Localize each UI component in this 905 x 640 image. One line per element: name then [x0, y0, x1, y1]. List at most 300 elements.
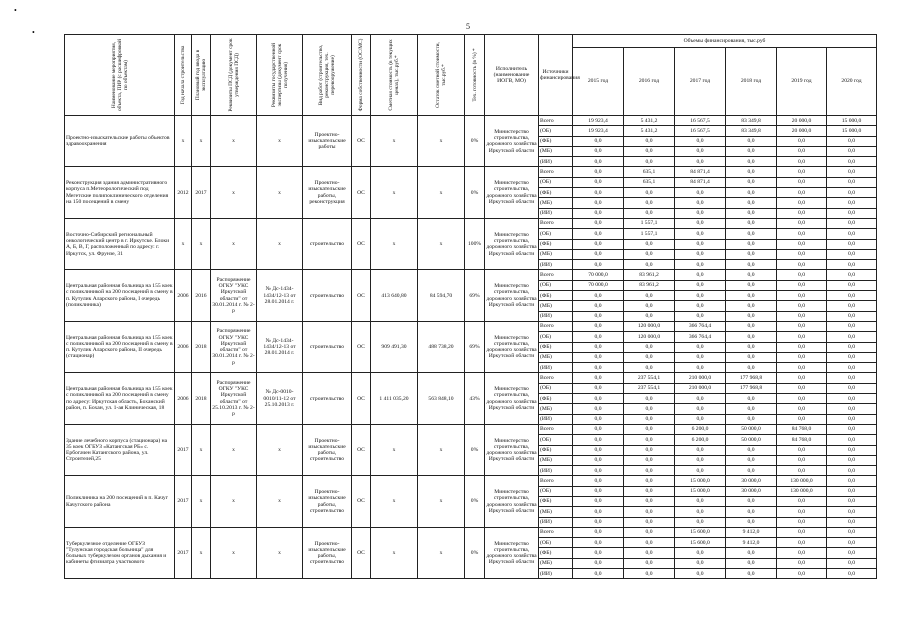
funding-value: 16 567,5: [675, 116, 726, 126]
funding-value: 0,0: [777, 146, 827, 156]
col-year: 2020 год: [827, 48, 877, 116]
funding-value: 0,0: [624, 146, 675, 156]
funding-value: 0,0: [675, 229, 726, 239]
funding-value: 0,0: [726, 167, 777, 177]
funding-value: 0,0: [675, 208, 726, 218]
table-row: [65, 476, 877, 486]
funding-value: 0,0: [726, 352, 777, 362]
psd-requisites: х: [211, 218, 257, 269]
funding-value: 9 412,0: [726, 527, 777, 537]
funding-value: 0,0: [675, 157, 726, 167]
funding-source: (ФБ): [539, 291, 573, 301]
plan-year: 2018: [192, 321, 211, 372]
funding-source: (ИИ): [539, 208, 573, 218]
funding-value: 0,0: [827, 496, 877, 506]
funding-value: 0,0: [624, 414, 675, 424]
funding-value: 0,0: [624, 569, 675, 579]
funding-value: 0,0: [624, 404, 675, 414]
funding-value: 635,1: [624, 167, 675, 177]
funding-value: 0,0: [777, 136, 827, 146]
funding-value: 0,0: [827, 527, 877, 537]
funding-value: 0,0: [624, 455, 675, 465]
table-row: [65, 527, 877, 537]
funding-value: 0,0: [726, 249, 777, 259]
funding-value: 0,0: [827, 198, 877, 208]
funding-value: 0,0: [726, 517, 777, 527]
col-plan-year: Плановый год ввода в эксплуатацию: [192, 35, 211, 116]
funding-value: 0,0: [827, 383, 877, 393]
funding-source: (ФБ): [539, 394, 573, 404]
funding-value: 0,0: [726, 445, 777, 455]
funding-value: 0,0: [624, 363, 675, 373]
funding-value: 0,0: [726, 188, 777, 198]
funding-value: 0,0: [827, 538, 877, 548]
funding-value: 0,0: [827, 558, 877, 568]
funding-value: 0,0: [726, 569, 777, 579]
funding-value: 83 961,2: [624, 270, 675, 280]
funding-source: Всего: [539, 218, 573, 228]
object-name: Проектно-изыскательские работы объектов здравоохранения: [65, 116, 175, 167]
ownership: ОС: [352, 476, 371, 527]
funding-value: 0,0: [675, 280, 726, 290]
funding-value: 0,0: [624, 136, 675, 146]
funding-value: 15 600,0: [675, 538, 726, 548]
funding-value: 0,0: [624, 291, 675, 301]
plan-year: х: [192, 476, 211, 527]
funding-value: 0,0: [573, 157, 624, 167]
funding-value: 0,0: [675, 548, 726, 558]
funding-value: 0,0: [573, 352, 624, 362]
ownership: ОС: [352, 270, 371, 321]
col-estimated-cost: Сметная стоимость (в текущих ценах), тыс.руб.*: [371, 35, 418, 116]
expertise-requisites: № Дс-1434-1434/12-13 от 28.01.2014 г.: [257, 270, 303, 321]
header-row: [65, 35, 877, 48]
funding-value: 0,0: [726, 280, 777, 290]
funding-value: 0,0: [827, 229, 877, 239]
funding-value: 0,0: [573, 424, 624, 434]
funding-value: 84 871,4: [675, 167, 726, 177]
funding-value: 0,0: [777, 188, 827, 198]
table-row: [65, 424, 877, 434]
ownership: ОС: [352, 373, 371, 424]
funding-value: 366 764,4: [675, 332, 726, 342]
funding-value: 0,0: [827, 342, 877, 352]
funding-source: (ФБ): [539, 496, 573, 506]
funding-value: 0,0: [726, 198, 777, 208]
funding-source: (ОБ): [539, 383, 573, 393]
page-number: 5: [466, 22, 470, 31]
funding-value: 0,0: [573, 301, 624, 311]
funding-value: 50 000,0: [726, 424, 777, 434]
estimated-cost: х: [371, 476, 418, 527]
expertise-requisites: х: [257, 167, 303, 218]
funding-value: 0,0: [726, 291, 777, 301]
funding-source: (ИИ): [539, 157, 573, 167]
funding-value: 0,0: [675, 414, 726, 424]
funding-value: 0,0: [675, 146, 726, 156]
funding-source: (ОБ): [539, 538, 573, 548]
funding-value: 0,0: [726, 146, 777, 156]
start-year: 2012: [175, 167, 192, 218]
funding-value: 0,0: [827, 167, 877, 177]
funding-value: 0,0: [573, 394, 624, 404]
funding-value: 0,0: [573, 198, 624, 208]
funding-value: 0,0: [675, 198, 726, 208]
funding-source: (ОБ): [539, 435, 573, 445]
funding-value: 15 600,0: [675, 527, 726, 537]
funding-value: 0,0: [624, 301, 675, 311]
funding-source: (ИИ): [539, 260, 573, 270]
start-year: 2017: [175, 424, 192, 475]
funding-value: 0,0: [675, 569, 726, 579]
funding-value: 0,0: [827, 424, 877, 434]
funding-value: 0,0: [573, 569, 624, 579]
funding-value: 0,0: [827, 188, 877, 198]
funding-value: 0,0: [827, 414, 877, 424]
funding-value: 0,0: [827, 301, 877, 311]
ownership: ОС: [352, 116, 371, 167]
col-name: Наименование мероприятия, объекта, ПИР (с расшифровкой по объектам): [65, 35, 175, 116]
col-start-year: Год начала строительства: [175, 35, 192, 116]
funding-value: 0,0: [777, 177, 827, 187]
funding-value: 0,0: [777, 383, 827, 393]
executor: Министерство строительства, дорожного хозяйства Иркутской области: [485, 476, 539, 527]
funding-value: 0,0: [726, 239, 777, 249]
funding-value: 0,0: [573, 414, 624, 424]
funding-value: 0,0: [777, 352, 827, 362]
funding-value: 0,0: [573, 229, 624, 239]
remaining-cost: х: [418, 167, 465, 218]
funding-value: 130 000,0: [777, 486, 827, 496]
funding-value: 0,0: [675, 466, 726, 476]
readiness: 69%: [465, 321, 485, 372]
funding-value: 0,0: [726, 208, 777, 218]
table-row: [65, 270, 877, 280]
funding-value: 0,0: [573, 496, 624, 506]
funding-source: Всего: [539, 167, 573, 177]
funding-value: 0,0: [777, 466, 827, 476]
funding-source: (ИИ): [539, 311, 573, 321]
funding-value: 70 000,0: [573, 280, 624, 290]
work-type: Проектно-изыскательские работы, строительство: [303, 527, 352, 578]
funding-value: 0,0: [573, 538, 624, 548]
funding-value: 0,0: [573, 188, 624, 198]
funding-source: (МБ): [539, 404, 573, 414]
scan-mark: •: [32, 28, 35, 37]
funding-source: (ФБ): [539, 445, 573, 455]
funding-value: 0,0: [827, 291, 877, 301]
funding-value: 0,0: [827, 146, 877, 156]
funding-value: 0,0: [624, 424, 675, 434]
funding-value: 0,0: [827, 311, 877, 321]
funding-value: 0,0: [777, 311, 827, 321]
funding-value: 0,0: [827, 455, 877, 465]
readiness: 0%: [465, 476, 485, 527]
financing-table: [64, 34, 877, 579]
work-type: Проектно-изыскательские работы, строительство: [303, 476, 352, 527]
col-readiness: Тех. готовность (в %) *: [465, 35, 485, 116]
funding-value: 0,0: [726, 332, 777, 342]
start-year: 2006: [175, 321, 192, 372]
funding-value: 0,0: [726, 496, 777, 506]
col-funding-volume: Объемы финансирования, тыс.руб: [573, 35, 877, 48]
funding-value: 0,0: [573, 445, 624, 455]
funding-value: 0,0: [777, 414, 827, 424]
funding-value: 0,0: [827, 373, 877, 383]
col-year: 2015 год: [573, 48, 624, 116]
start-year: 2006: [175, 373, 192, 424]
executor: Министерство строительства, дорожного хозяйства Иркутской области: [485, 373, 539, 424]
funding-value: 0,0: [675, 301, 726, 311]
object-name: Поликлиника на 200 посещений в п. Качуг Качугского района: [65, 476, 175, 527]
expertise-requisites: х: [257, 218, 303, 269]
col-year: 2017 год: [675, 48, 726, 116]
funding-value: 0,0: [827, 136, 877, 146]
table-row: [65, 218, 877, 228]
funding-value: 0,0: [675, 558, 726, 568]
funding-value: 0,0: [827, 270, 877, 280]
funding-value: 1 557,1: [624, 218, 675, 228]
funding-value: 0,0: [573, 239, 624, 249]
plan-year: х: [192, 424, 211, 475]
estimated-cost: 1 411 035,20: [371, 373, 418, 424]
funding-value: 19 923,4: [573, 126, 624, 136]
funding-value: 0,0: [777, 321, 827, 331]
funding-value: 0,0: [675, 342, 726, 352]
psd-requisites: х: [211, 167, 257, 218]
funding-value: 83 349,8: [726, 116, 777, 126]
funding-value: 0,0: [726, 270, 777, 280]
funding-value: 0,0: [827, 157, 877, 167]
funding-source: (ОБ): [539, 177, 573, 187]
psd-requisites: Распоряжение ОГКУ "УКС Иркутской области" от 25.10.2013 г. № 2-р: [211, 373, 257, 424]
funding-value: 0,0: [777, 558, 827, 568]
funding-value: 0,0: [827, 476, 877, 486]
funding-value: 0,0: [624, 538, 675, 548]
funding-value: 0,0: [827, 445, 877, 455]
funding-value: 19 923,4: [573, 116, 624, 126]
funding-value: 0,0: [726, 260, 777, 270]
funding-value: 120 000,0: [624, 332, 675, 342]
funding-value: 1 557,1: [624, 229, 675, 239]
remaining-cost: х: [418, 424, 465, 475]
funding-source: Всего: [539, 476, 573, 486]
funding-value: 0,0: [675, 507, 726, 517]
plan-year: х: [192, 218, 211, 269]
readiness: 43%: [465, 373, 485, 424]
funding-value: 0,0: [624, 239, 675, 249]
funding-source: (ОБ): [539, 280, 573, 290]
funding-value: 0,0: [573, 167, 624, 177]
funding-value: 0,0: [675, 218, 726, 228]
funding-value: 0,0: [573, 507, 624, 517]
funding-value: 16 567,5: [675, 126, 726, 136]
funding-value: 0,0: [675, 455, 726, 465]
remaining-cost: х: [418, 527, 465, 578]
funding-value: 0,0: [726, 136, 777, 146]
expertise-requisites: х: [257, 116, 303, 167]
col-work-type: Вид работ (строительство, реконструкция, тех. перевооружение): [303, 35, 352, 116]
funding-value: 0,0: [573, 548, 624, 558]
funding-value: 177 968,8: [726, 383, 777, 393]
start-year: 2006: [175, 270, 192, 321]
funding-source: (ИИ): [539, 466, 573, 476]
ownership: ОС: [352, 321, 371, 372]
executor: Министерство строительства, дорожного хозяйства Иркутской области: [485, 321, 539, 372]
scan-mark: •: [14, 6, 17, 15]
funding-source: (ИИ): [539, 517, 573, 527]
funding-value: 0,0: [777, 445, 827, 455]
executor: Министерство строительства, дорожного хозяйства Иркутской области: [485, 218, 539, 269]
executor: Министерство строительства, дорожного хозяйства Иркутской области: [485, 116, 539, 167]
funding-value: 0,0: [675, 249, 726, 259]
estimated-cost: х: [371, 116, 418, 167]
work-type: строительство: [303, 373, 352, 424]
funding-value: 9 412,0: [726, 538, 777, 548]
funding-value: 0,0: [777, 249, 827, 259]
funding-value: 0,0: [624, 517, 675, 527]
remaining-cost: 488 738,20: [418, 321, 465, 372]
funding-value: 0,0: [827, 569, 877, 579]
funding-value: 0,0: [726, 157, 777, 167]
psd-requisites: х: [211, 424, 257, 475]
col-year: 2016 год: [624, 48, 675, 116]
funding-value: 0,0: [827, 394, 877, 404]
funding-value: 0,0: [624, 527, 675, 537]
readiness: 0%: [465, 527, 485, 578]
funding-value: 0,0: [624, 311, 675, 321]
funding-value: 30 000,0: [726, 486, 777, 496]
funding-source: (ФБ): [539, 239, 573, 249]
funding-source: (МБ): [539, 455, 573, 465]
psd-requisites: х: [211, 116, 257, 167]
psd-requisites: х: [211, 476, 257, 527]
funding-value: 0,0: [777, 260, 827, 270]
ownership: ОС: [352, 218, 371, 269]
funding-value: 0,0: [827, 280, 877, 290]
funding-value: 0,0: [777, 538, 827, 548]
funding-value: 0,0: [573, 558, 624, 568]
funding-value: 15 000,0: [675, 476, 726, 486]
funding-value: 0,0: [777, 332, 827, 342]
funding-value: 5 431,2: [624, 126, 675, 136]
funding-source: (МБ): [539, 146, 573, 156]
funding-value: 0,0: [726, 404, 777, 414]
funding-source: (ОБ): [539, 332, 573, 342]
funding-value: 50 000,0: [726, 435, 777, 445]
funding-source: (ФБ): [539, 342, 573, 352]
funding-value: 177 968,8: [726, 373, 777, 383]
object-name: Здание лечебного корпуса (стационара) на 35 коек ОГБУЗ «Катангская РБ» с. Ербогачен Катангского района, ул. Строителей,25: [65, 424, 175, 475]
funding-value: 0,0: [827, 548, 877, 558]
funding-source: (ОБ): [539, 229, 573, 239]
work-type: Проектно-изыскательские работы: [303, 116, 352, 167]
funding-value: 0,0: [777, 280, 827, 290]
funding-value: 0,0: [573, 249, 624, 259]
funding-source: (ИИ): [539, 363, 573, 373]
expertise-requisites: х: [257, 476, 303, 527]
funding-value: 237 554,1: [624, 373, 675, 383]
funding-source: Всего: [539, 116, 573, 126]
funding-value: 20 000,0: [777, 116, 827, 126]
estimated-cost: 413 640,80: [371, 270, 418, 321]
funding-value: 0,0: [726, 466, 777, 476]
funding-value: 0,0: [624, 157, 675, 167]
plan-year: х: [192, 527, 211, 578]
funding-value: 0,0: [777, 569, 827, 579]
funding-source: (ИИ): [539, 569, 573, 579]
funding-value: 0,0: [573, 466, 624, 476]
funding-value: 0,0: [726, 177, 777, 187]
readiness: 100%: [465, 218, 485, 269]
ownership: ОС: [352, 167, 371, 218]
funding-value: 0,0: [573, 383, 624, 393]
object-name: Центральная районная больница на 155 коек с поликлиникой на 200 посещений в смену по адресу: Иркутская область, Боханский район, п. Бохан, ул. 1-ая Клиническая, 18: [65, 373, 175, 424]
funding-value: 210 000,0: [675, 373, 726, 383]
funding-value: 0,0: [777, 229, 827, 239]
plan-year: 2018: [192, 373, 211, 424]
funding-value: 0,0: [777, 157, 827, 167]
funding-value: 84 871,4: [675, 177, 726, 187]
funding-value: 0,0: [624, 260, 675, 270]
plan-year: 2016: [192, 270, 211, 321]
funding-source: (ФБ): [539, 188, 573, 198]
funding-value: 0,0: [675, 311, 726, 321]
funding-value: 0,0: [827, 352, 877, 362]
remaining-cost: 84 594,70: [418, 270, 465, 321]
funding-value: 70 000,0: [573, 270, 624, 280]
estimated-cost: х: [371, 424, 418, 475]
funding-source: Всего: [539, 527, 573, 537]
funding-value: 30 000,0: [726, 476, 777, 486]
col-psd: Реквизиты ПСД (документ срок утверждения ПСД): [211, 35, 257, 116]
funding-value: 0,0: [726, 218, 777, 228]
funding-source: Всего: [539, 424, 573, 434]
funding-source: Всего: [539, 270, 573, 280]
funding-value: 0,0: [675, 404, 726, 414]
readiness: 0%: [465, 116, 485, 167]
ownership: ОС: [352, 424, 371, 475]
ownership: ОС: [352, 527, 371, 578]
funding-value: 0,0: [777, 342, 827, 352]
funding-value: 0,0: [624, 507, 675, 517]
start-year: 2017: [175, 476, 192, 527]
funding-value: 0,0: [777, 455, 827, 465]
funding-source: (МБ): [539, 507, 573, 517]
funding-value: 0,0: [624, 445, 675, 455]
col-remaining-cost: Остаток сметной стоимости, тыс.руб.*: [418, 35, 465, 116]
funding-source: (ОБ): [539, 486, 573, 496]
funding-value: 0,0: [573, 332, 624, 342]
table-row: [65, 116, 877, 126]
funding-value: 0,0: [777, 496, 827, 506]
expertise-requisites: № Дс-0010-0010/11-12 от 25.10.2013 г.: [257, 373, 303, 424]
funding-value: 0,0: [777, 373, 827, 383]
psd-requisites: Распоряжение ОГКУ "УКС Иркутской области" от 30.01.2014 г. № 2-р: [211, 270, 257, 321]
table-row: [65, 373, 877, 383]
funding-value: 20 000,0: [777, 126, 827, 136]
funding-value: 0,0: [777, 239, 827, 249]
readiness: 0%: [465, 167, 485, 218]
funding-value: 0,0: [624, 342, 675, 352]
executor: Министерство строительства, дорожного хозяйства Иркутской области: [485, 167, 539, 218]
funding-value: 0,0: [726, 558, 777, 568]
funding-value: 0,0: [573, 363, 624, 373]
funding-value: 0,0: [624, 208, 675, 218]
funding-source: (ФБ): [539, 136, 573, 146]
readiness: 0%: [465, 424, 485, 475]
funding-value: 0,0: [573, 342, 624, 352]
